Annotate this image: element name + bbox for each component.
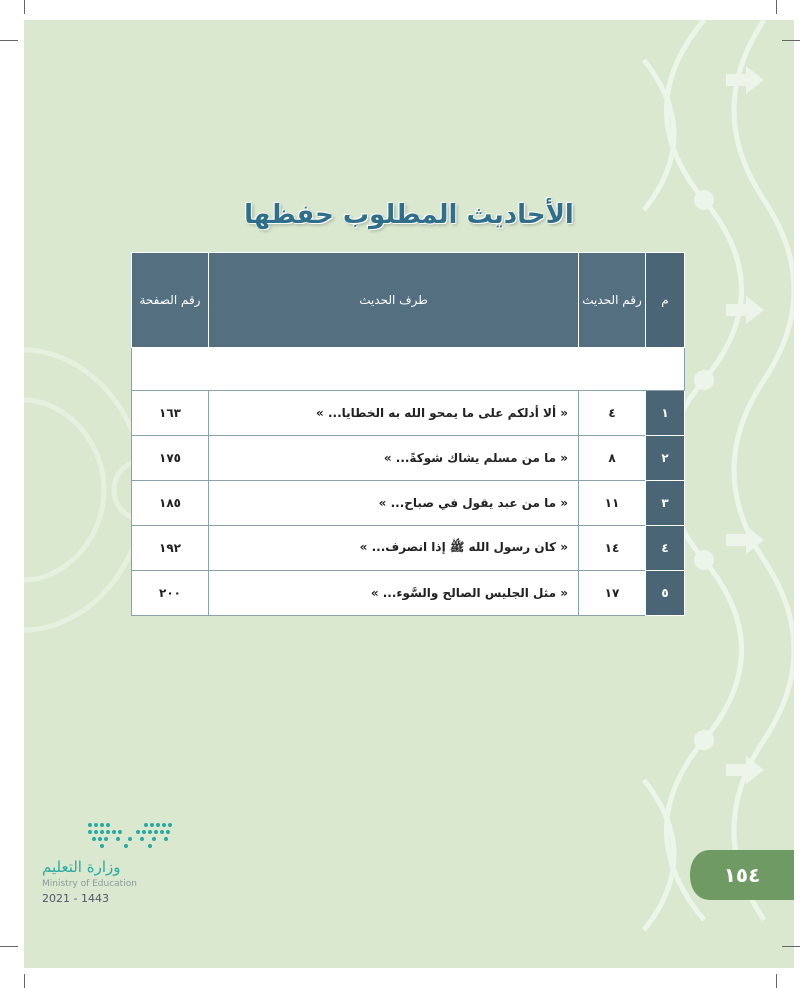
row-page-number: ١٧٥ — [132, 436, 209, 481]
page-number-badge — [690, 850, 794, 900]
row-index: ٢ — [646, 436, 685, 481]
row-hadith-text: « ألا أدلكم على ما يمحو الله به الخطايا... » — [209, 391, 579, 436]
table-row — [132, 481, 685, 526]
row-index: ٥ — [646, 571, 685, 616]
hadith-table — [131, 252, 685, 616]
trim-mark — [24, 974, 25, 988]
trim-mark — [24, 0, 25, 14]
row-hadith-text: « ما من مسلم يشاك شوكةً... » — [209, 436, 579, 481]
row-hadith-number: ١١ — [579, 481, 646, 526]
table-row — [132, 526, 685, 571]
ministry-dots-icon — [86, 820, 176, 850]
header-page-number: رقم الصفحة — [132, 253, 209, 348]
trim-mark — [776, 0, 777, 14]
ministry-english-name: Ministry of Education — [42, 879, 137, 889]
ministry-year: 2021 - 1443 — [42, 892, 109, 905]
page-title: الأحاديث المطلوب حفظها — [244, 200, 574, 230]
row-hadith-number: ١٤ — [579, 526, 646, 571]
table-header-row — [132, 253, 685, 348]
row-page-number: ١٩٢ — [132, 526, 209, 571]
row-page-number: ١٨٥ — [132, 481, 209, 526]
row-hadith-number: ٤ — [579, 391, 646, 436]
row-page-number: ٢٠٠ — [132, 571, 209, 616]
header-hadith-text: طرف الحديث — [209, 253, 579, 348]
table-row — [132, 436, 685, 481]
page-number: ١٥٤ — [723, 863, 761, 887]
row-hadith-text: « مثل الجليس الصالح والسَّوء... » — [209, 571, 579, 616]
row-hadith-number: ٨ — [579, 436, 646, 481]
trim-mark — [0, 946, 18, 947]
table-row — [132, 391, 685, 436]
page — [24, 20, 794, 968]
row-index: ٣ — [646, 481, 685, 526]
trim-mark — [0, 40, 18, 41]
row-index: ٤ — [646, 526, 685, 571]
row-hadith-number: ١٧ — [579, 571, 646, 616]
trim-mark — [776, 974, 777, 988]
ministry-arabic-name: وزارة التعليم — [42, 858, 121, 876]
row-hadith-text: « كان رسول الله ﷺ إذا انصرف... » — [209, 526, 579, 571]
row-page-number: ١٦٣ — [132, 391, 209, 436]
trim-mark — [782, 40, 800, 41]
row-index: ١ — [646, 391, 685, 436]
table-row — [132, 571, 685, 616]
row-hadith-text: « ما من عبد يقول في صباح... » — [209, 481, 579, 526]
trim-mark — [782, 946, 800, 947]
header-hadith-number: رقم الحديث — [579, 253, 646, 348]
header-index: م — [646, 253, 685, 348]
